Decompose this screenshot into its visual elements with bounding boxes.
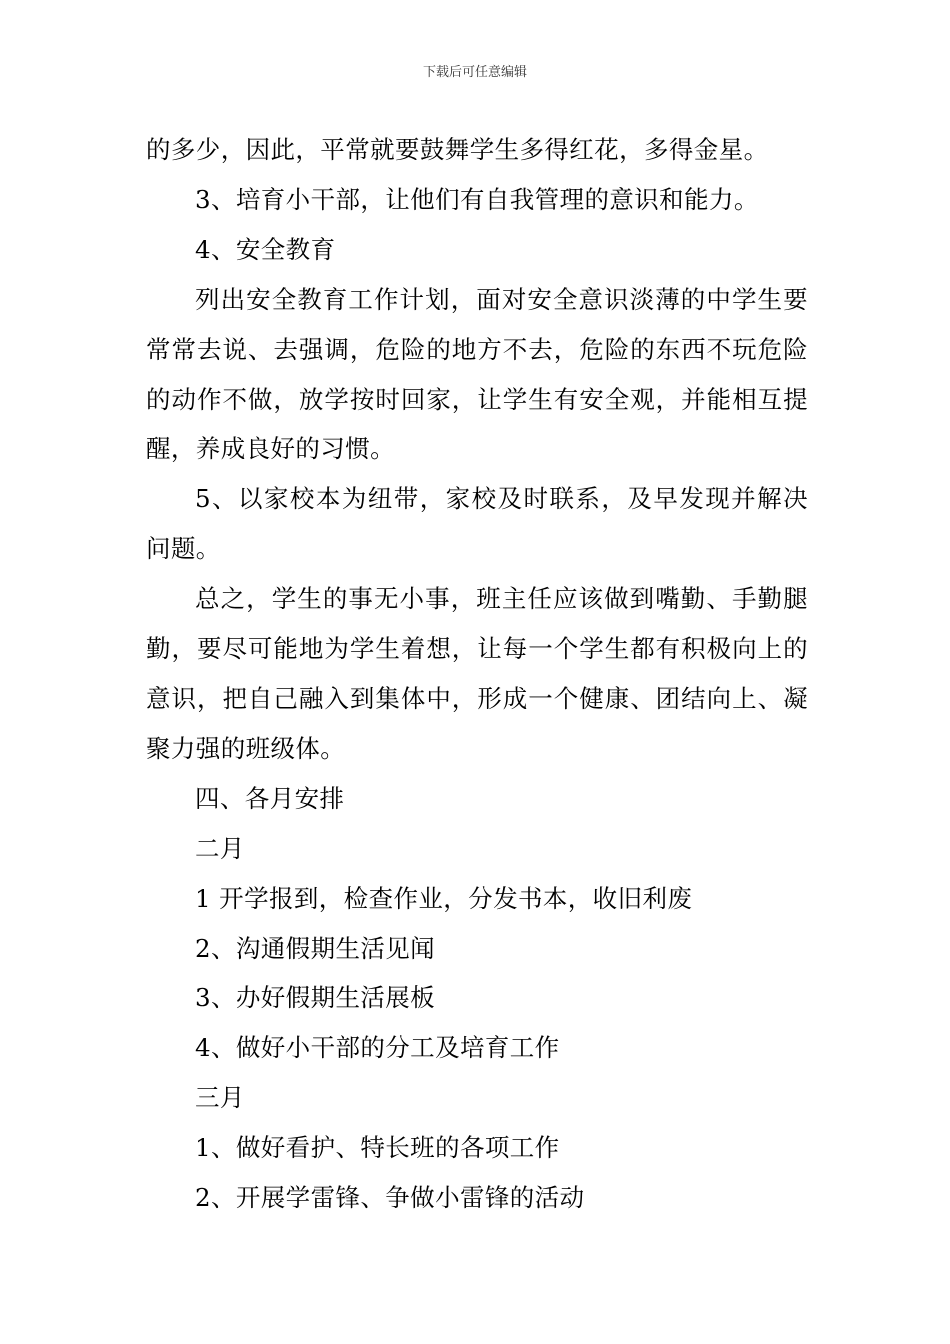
paragraph: 5、以家校本为纽带，家校及时联系，及早发现并解决问题。 (146, 484, 808, 564)
list-item: 1 开学报到，检查作业，分发书本，收旧利废 (195, 883, 693, 913)
list-item: 2、沟通假期生活见闻 (195, 933, 436, 963)
paragraph: 总之，学生的事无小事，班主任应该做到嘴勤、手勤腿勤，要尽可能地为学生着想，让每一个学生都有积极向上的意识，把自己融入到集体中，形成一个健康、团结向上、凝聚力强的班级体。 (146, 584, 808, 763)
list-item: 4、做好小干部的分工及培育工作 (195, 1033, 560, 1063)
section-heading: 四、各月安排 (195, 783, 345, 813)
list-item: 1、做好看护、特长班的各项工作 (195, 1133, 560, 1163)
month-heading: 二月 (195, 833, 245, 863)
page-header: 下载后可任意编辑 (422, 65, 527, 80)
document-body (146, 125, 808, 1223)
list-item: 3、办好假期生活展板 (195, 983, 436, 1013)
paragraph: 列出安全教育工作计划，面对安全意识淡薄的中学生要常常去说、去强调，危险的地方不去，危险的东西不玩危险的动作不做，放学按时回家，让学生有安全观，并能相互提醒，养成良好的习惯。 (146, 284, 808, 464)
list-item: 2、开展学雷锋、争做小雷锋的活动 (195, 1183, 585, 1213)
section-heading: 4、安全教育 (195, 234, 336, 264)
paragraph: 的多少，因此，平常就要鼓舞学生多得红花，多得金星。 (146, 135, 769, 164)
paragraph: 3、培育小干部，让他们有自我管理的意识和能力。 (195, 184, 759, 214)
month-heading: 三月 (195, 1083, 245, 1113)
